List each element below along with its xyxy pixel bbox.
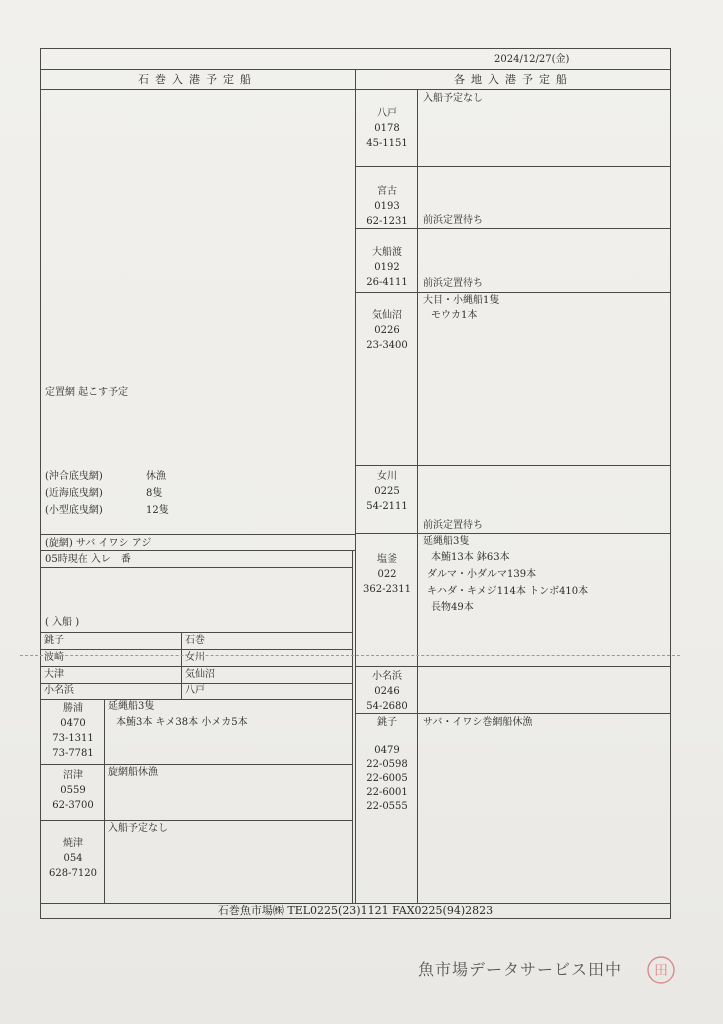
regional-row-line-6 [355,666,671,667]
regional-header: 各地入港予定船 [454,73,573,86]
port-phone: 0470 [60,718,86,729]
port-phone: 22-0598 [366,759,408,770]
shiogama-line-4: キハダ・キメジ114本 トンボ410本 [427,586,589,597]
port-phone: 54-2680 [366,701,408,712]
signature: 魚市場データサービス田中 [418,960,623,979]
yaizu-line-1: 入船予定なし [108,823,168,834]
teichi-note: 定置網 起こす予定 [45,387,129,398]
makiami-divider-top [40,534,355,535]
arrivals-label: ( 入船 ) [45,617,80,628]
port-onahama [356,669,418,714]
arrival-left-4: 小名浜 [44,685,74,696]
makiami-divider [40,550,355,551]
port-phone: 22-6005 [366,773,408,784]
trawl-name-1: (沖合底曳網) [45,471,103,482]
port-phone: 73-1311 [52,733,94,744]
port-phone: 54-2111 [366,501,408,512]
ishinomaki-header: 石巻入港予定船 [138,73,257,86]
kesennuma-line-2: モウカ1本 [431,310,478,321]
trawl-value-1: 休漁 [146,471,166,482]
arrivals-right-line [352,550,353,904]
port-name: 勝浦 [63,703,83,714]
regional-row-line-1 [355,166,671,167]
port-phone: 23-3400 [366,340,408,351]
port-phone: 022 [377,569,397,580]
port-phone: 0226 [374,325,400,336]
port-phone: 0225 [374,486,400,497]
trawl-name-2: (近海底曳網) [45,488,103,499]
arrival-right-4: 八戸 [185,685,205,696]
port-phone: 62-1231 [366,216,408,227]
southern-row-line-1 [40,764,352,765]
as-of-divider [40,567,352,568]
arrivals-row-line-3 [40,666,352,667]
port-phone: 0178 [374,123,400,134]
port-phone: 26-4111 [366,277,408,288]
port-phone: 054 [63,853,83,864]
port-onagawa [356,469,418,514]
arrival-right-3: 気仙沼 [185,669,215,680]
port-name: 大船渡 [372,247,402,258]
port-phone: 0246 [374,686,400,697]
port-name: 焼津 [63,838,83,849]
southern-row-line-2 [40,820,352,821]
shiogama-line-2: 本鮪13本 鉢63本 [431,552,510,563]
report-date: 2024/12/27(金) [494,54,570,65]
port-phone: 73-7781 [52,748,94,759]
port-name: 塩釜 [377,554,397,565]
port-phone: 62-3700 [52,800,94,811]
trawl-value-2: 8隻 [146,488,163,499]
regional-row-line-3 [355,292,671,293]
port-choshi [356,716,418,814]
fold-crease [20,655,680,656]
port-name: 沼津 [63,770,83,781]
stamp-text: 田 [654,963,668,979]
port-ofunato [356,245,418,290]
regional-row-line-4 [355,465,671,466]
trawl-value-3: 12隻 [146,505,169,516]
port-phone: 0192 [374,262,400,273]
numazu-line-1: 旋網船休漁 [108,767,158,778]
choshi-line-1: サバ・イワシ巻網船休漁 [423,717,533,728]
miyako-line-1: 前浜定置待ち [423,215,483,226]
katsuura-line-1: 延縄船3隻 [108,701,155,712]
arrival-right-2: 女川 [185,652,205,663]
port-name: 女川 [377,471,397,482]
port-name: 八戸 [377,108,397,119]
footer-contact: 石巻魚市場㈱ TEL0225(23)1121 FAX0225(94)2823 [217,904,494,917]
seal-stamp-icon [646,955,676,985]
shiogama-line-5: 長物49本 [431,602,474,613]
port-phone: 22-0555 [366,801,408,812]
arrivals-row-line-1 [40,632,352,633]
hachinohe-line-1: 入船予定なし [423,93,483,104]
port-numazu [41,768,105,813]
port-phone: 0193 [374,201,400,212]
trawl-name-3: (小型底曳網) [45,505,103,516]
kesennuma-line-1: 大目・小縄船1隻 [423,295,500,306]
port-name: 銚子 [377,717,397,728]
arrivals-col-line [181,632,182,699]
port-name: 小名浜 [372,671,402,682]
port-hachinohe [356,106,418,151]
port-phone: 0559 [60,785,86,796]
arrivals-row-line-2 [40,649,352,650]
port-katsuura [41,701,105,761]
port-shiogama [356,552,418,597]
port-spacer [356,730,418,744]
makiami-line: (旋網) サバ イワシ アジ [45,538,152,549]
port-phone: 22-6001 [366,787,408,798]
arrival-left-2: 波崎 [44,652,64,663]
katsuura-line-2: 本鮪3本 キメ38本 小メカ5本 [116,717,248,728]
shiogama-line-3: ダルマ・小ダルマ139本 [427,569,537,580]
port-name: 気仙沼 [372,310,402,321]
port-kesennuma [356,308,418,353]
arrivals-row-line-5 [40,699,352,700]
arrival-left-1: 銚子 [44,635,64,646]
port-phone: 362-2311 [363,584,411,595]
port-phone: 45-1151 [366,138,408,149]
onagawa-line-1: 前浜定置待ち [423,520,483,531]
port-phone: 0479 [374,745,400,756]
port-yaizu [41,836,105,881]
regional-row-line-5 [355,533,671,534]
shiogama-line-1: 延縄船3隻 [423,536,470,547]
port-name: 宮古 [377,186,397,197]
port-miyako [356,184,418,229]
ofunato-line-1: 前浜定置待ち [423,278,483,289]
arrival-left-3: 大津 [44,669,64,680]
port-phone: 628-7120 [49,868,97,879]
as-of-line: 05時現在 入レ 番 [45,554,131,565]
arrival-right-1: 石巻 [185,635,205,646]
